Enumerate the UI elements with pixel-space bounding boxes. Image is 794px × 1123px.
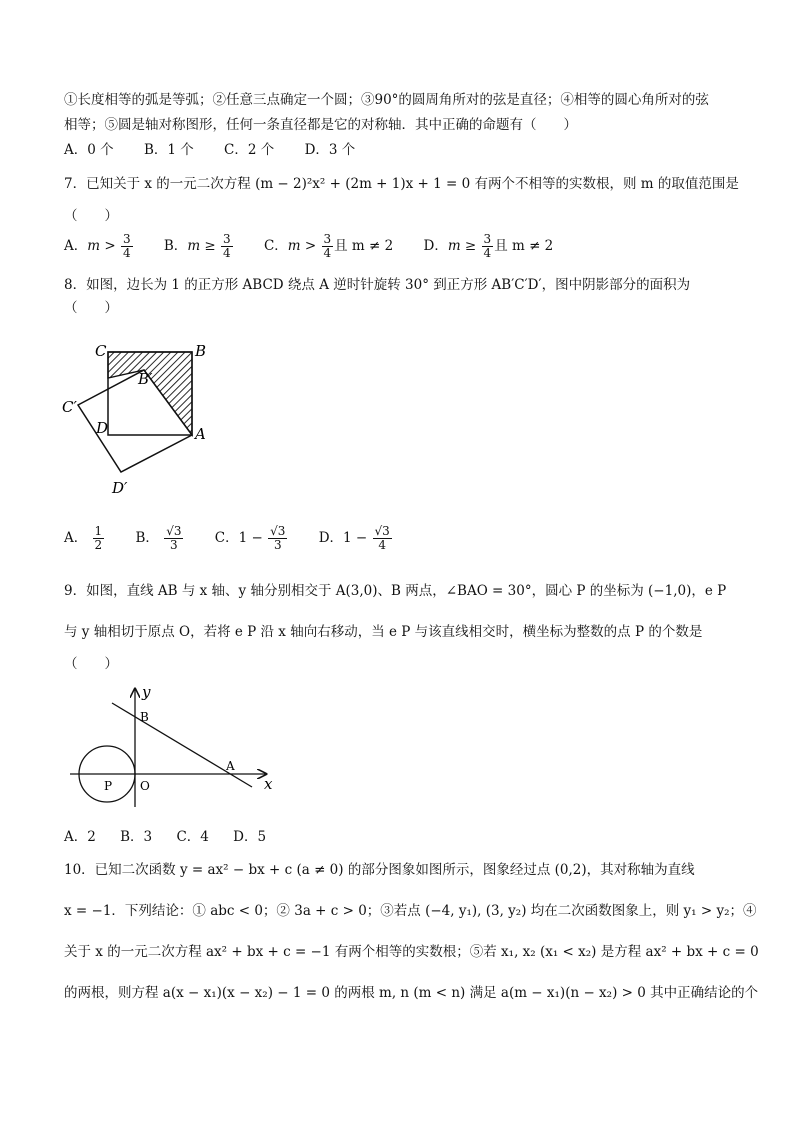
q6-option-c: C．2 个 — [224, 142, 275, 158]
label-x: x — [264, 775, 273, 793]
q8-line2: （ ） — [64, 300, 118, 316]
q10-line3: 关于 x 的一元二次方程 ax² + bx + c = −1 有两个相等的实数根；⑤若 x₁, x₂ (x₁ < x₂) 是方程 ax² + bx + c = 0 — [64, 944, 759, 960]
q9-option-a: A．2 — [64, 829, 96, 845]
q9-line1: 9．如图，直线 AB 与 x 轴、y 轴分别相交于 A(3,0)、B 两点，∠BAO = 30°，圆心 P 的坐标为 (−1,0)，e P — [64, 583, 727, 599]
q8-option-c: C．1 − $\frac{√3}{3}$ — [214, 524, 286, 552]
q7-option-c: C．m > $\frac{3}{4}$ 且 m ≠ 2 — [263, 232, 394, 260]
q6-option-a: A．0 个 — [64, 142, 114, 158]
q10-line4: 的两根，则方程 a(x − x₁)(x − x₂) − 1 = 0 的两根 m, n (m < n) 满足 a(m − x₁)(n − x₂) > 0 其中正确结论的个 — [64, 985, 759, 1001]
q7-line2: （ ） — [64, 208, 118, 224]
q8-option-d: D．1 − $\frac{√3}{4}$ — [318, 524, 390, 552]
q7-option-d: D．m ≥ $\frac{3}{4}$ 且 m ≠ 2 — [423, 232, 554, 260]
q9-line3: （ ） — [64, 656, 118, 672]
q6-option-b: B．1 个 — [143, 142, 194, 158]
q7-option-b: B．m ≥ $\frac{3}{4}$ — [163, 232, 231, 260]
shaded-region — [108, 352, 192, 435]
label-A: A — [226, 759, 235, 773]
q9-options — [64, 827, 286, 847]
label-D: D — [96, 419, 109, 437]
label-P: P — [104, 779, 113, 793]
label-O: O — [140, 779, 150, 793]
q7-options — [64, 232, 579, 260]
label-y: y — [142, 683, 151, 701]
label-B: B — [140, 710, 149, 724]
q7-option-a: A．m > $\frac{3}{4}$ — [64, 232, 131, 260]
q6-options — [64, 140, 381, 160]
q8-option-a: A． $\frac{1}{2}$ — [64, 524, 103, 552]
q6-option-d: D．3 个 — [304, 142, 356, 158]
label-C: C — [95, 342, 107, 360]
q8-option-b: B． $\frac{√3}{3}$ — [135, 524, 182, 552]
q6-line1: ①长度相等的弧是等弧；②任意三点确定一个圆；③90°的圆周角所对的弦是直径；④相等的圆心角所对的弦 — [64, 92, 709, 108]
q7-line1: 7．已知关于 x 的一元二次方程 (m − 2)²x² + (2m + 1)x + 1 = 0 有两个不相等的实数根，则 m 的取值范围是 — [64, 176, 739, 192]
q8-rotated-square-figure — [60, 335, 220, 505]
label-A: A — [195, 425, 206, 443]
q8-line1: 8．如图，边长为 1 的正方形 ABCD 绕点 A 逆时针旋转 30° 到正方形 AB′C′D′，图中阴影部分的面积为 — [64, 277, 691, 293]
label-C-prime: C′ — [62, 398, 77, 416]
q8-options — [64, 520, 419, 556]
q9-line-circle-figure — [64, 683, 284, 813]
label-B: B — [195, 342, 207, 360]
q9-option-d: D．5 — [233, 829, 267, 845]
q9-line2: 与 y 轴相切于原点 O，若将 e P 沿 x 轴向右移动，当 e P 与该直线相交时，横坐标为整数的点 P 的个数是 — [64, 624, 703, 640]
q10-line1: 10．已知二次函数 y = ax² − bx + c (a ≠ 0) 的部分图象如图所示，图象经过点 (0,2)，其对称轴为直线 — [64, 862, 695, 878]
q10-line2: x = −1．下列结论：① abc < 0；② 3a + c > 0；③若点 (−4, y₁), (3, y₂) 均在二次函数图象上，则 y₁ > y₂；④ — [64, 903, 757, 919]
label-D-prime: D′ — [112, 479, 128, 497]
q6-line2: 相等；⑤圆是轴对称图形，任何一条直径都是它的对称轴．其中正确的命题有（ ） — [64, 117, 577, 133]
label-B-prime: B′ — [138, 370, 153, 388]
q9-option-b: B．3 — [120, 829, 153, 845]
q9-option-c: C．4 — [176, 829, 209, 845]
